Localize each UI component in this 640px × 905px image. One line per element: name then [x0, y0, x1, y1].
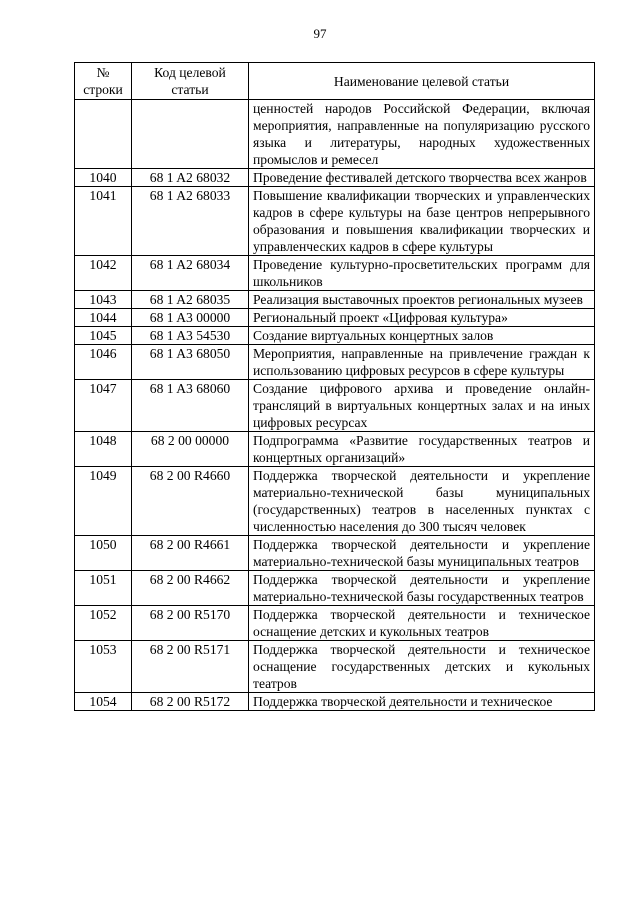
row-number-cell: 1048	[75, 432, 132, 467]
target-code-cell: 68 2 00 R5170	[132, 606, 249, 641]
target-name-cell: Поддержка творческой деятельности и укрепление материально-технической базы муниципальных театров	[249, 536, 595, 571]
page-number: 97	[313, 26, 327, 41]
table-row	[75, 606, 595, 641]
header-row-number-label: № строки	[83, 65, 123, 97]
row-number-cell	[75, 100, 132, 169]
target-name-cell: Поддержка творческой деятельности и укрепление материально-технической базы государственных театров	[249, 571, 595, 606]
header-row	[75, 63, 595, 100]
table-row	[75, 571, 595, 606]
row-number-cell: 1043	[75, 291, 132, 309]
table-row	[75, 169, 595, 187]
row-number-cell: 1044	[75, 309, 132, 327]
target-code-cell: 68 1 A3 68050	[132, 345, 249, 380]
target-code-cell	[132, 100, 249, 169]
header-row-number	[75, 63, 132, 100]
target-code-cell: 68 1 A2 68033	[132, 187, 249, 256]
table-body	[75, 100, 595, 711]
target-code-cell: 68 1 A2 68032	[132, 169, 249, 187]
row-number-cell: 1053	[75, 641, 132, 693]
header-code	[132, 63, 249, 100]
table-row	[75, 100, 595, 169]
row-number-cell: 1045	[75, 327, 132, 345]
row-number-cell: 1054	[75, 693, 132, 711]
target-name-cell: Проведение культурно-просветительских программ для школьников	[249, 256, 595, 291]
target-name-cell: Повышение квалификации творческих и управленческих кадров в сфере культуры на базе центров непрерывного образования и повышения квалификации творческих и управленческих кадров в сфере культуры	[249, 187, 595, 256]
target-code-cell: 68 2 00 R4662	[132, 571, 249, 606]
target-name-cell: Региональный проект «Цифровая культура»	[249, 309, 595, 327]
header-name	[249, 63, 595, 100]
row-number-cell: 1052	[75, 606, 132, 641]
table-row	[75, 467, 595, 536]
target-code-cell: 68 1 A2 68034	[132, 256, 249, 291]
row-number-cell: 1047	[75, 380, 132, 432]
table-row	[75, 345, 595, 380]
target-name-cell: Поддержка творческой деятельности и техническое	[249, 693, 595, 711]
target-code-cell: 68 1 A3 54530	[132, 327, 249, 345]
target-name-cell: Создание цифрового архива и проведение онлайн-трансляций в виртуальных концертных залах и на иных цифровых ресурсах	[249, 380, 595, 432]
header-name-label: Наименование целевой статьи	[333, 73, 510, 89]
target-code-cell: 68 2 00 R5172	[132, 693, 249, 711]
target-name-cell: Мероприятия, направленные на привлечение граждан к использованию цифровых ресурсов в сфере культуры	[249, 345, 595, 380]
table-row	[75, 693, 595, 711]
target-name-cell: Подпрограмма «Развитие государственных театров и концертных организаций»	[249, 432, 595, 467]
target-name-cell: Поддержка творческой деятельности и техническое оснащение государственных детских и кукольных театров	[249, 641, 595, 693]
row-number-cell: 1041	[75, 187, 132, 256]
table-row	[75, 291, 595, 309]
target-code-cell: 68 2 00 R5171	[132, 641, 249, 693]
target-name-cell: Проведение фестивалей детского творчества всех жанров	[249, 169, 595, 187]
row-number-cell: 1050	[75, 536, 132, 571]
target-name-cell: Реализация выставочных проектов региональных музеев	[249, 291, 595, 309]
target-code-cell: 68 2 00 00000	[132, 432, 249, 467]
target-name-cell: Создание виртуальных концертных залов	[249, 327, 595, 345]
table-row	[75, 641, 595, 693]
target-code-cell: 68 2 00 R4661	[132, 536, 249, 571]
header-code-label: Код целевой статьи	[154, 65, 226, 97]
target-name-cell: Поддержка творческой деятельности и укрепление материально-технической базы муниципальных (государственных) театров в населенных пунктах с численностью населения до 300 тысяч человек	[249, 467, 595, 536]
target-code-cell: 68 1 A2 68035	[132, 291, 249, 309]
table-header	[75, 63, 595, 100]
target-articles-table	[74, 62, 595, 711]
table-row	[75, 536, 595, 571]
row-number-cell: 1040	[75, 169, 132, 187]
row-number-cell: 1042	[75, 256, 132, 291]
table-row	[75, 380, 595, 432]
table-row	[75, 309, 595, 327]
row-number-cell: 1049	[75, 467, 132, 536]
row-number-cell: 1051	[75, 571, 132, 606]
target-code-cell: 68 1 A3 00000	[132, 309, 249, 327]
table-row	[75, 187, 595, 256]
target-code-cell: 68 2 00 R4660	[132, 467, 249, 536]
target-name-cell: ценностей народов Российской Федерации, включая мероприятия, направленные на популяризацию русского языка и литературы, народных художественных промыслов и ремесел	[249, 100, 595, 169]
row-number-cell: 1046	[75, 345, 132, 380]
table-row	[75, 327, 595, 345]
target-code-cell: 68 1 A3 68060	[132, 380, 249, 432]
target-name-cell: Поддержка творческой деятельности и техническое оснащение детских и кукольных театров	[249, 606, 595, 641]
table-row	[75, 256, 595, 291]
table-row	[75, 432, 595, 467]
